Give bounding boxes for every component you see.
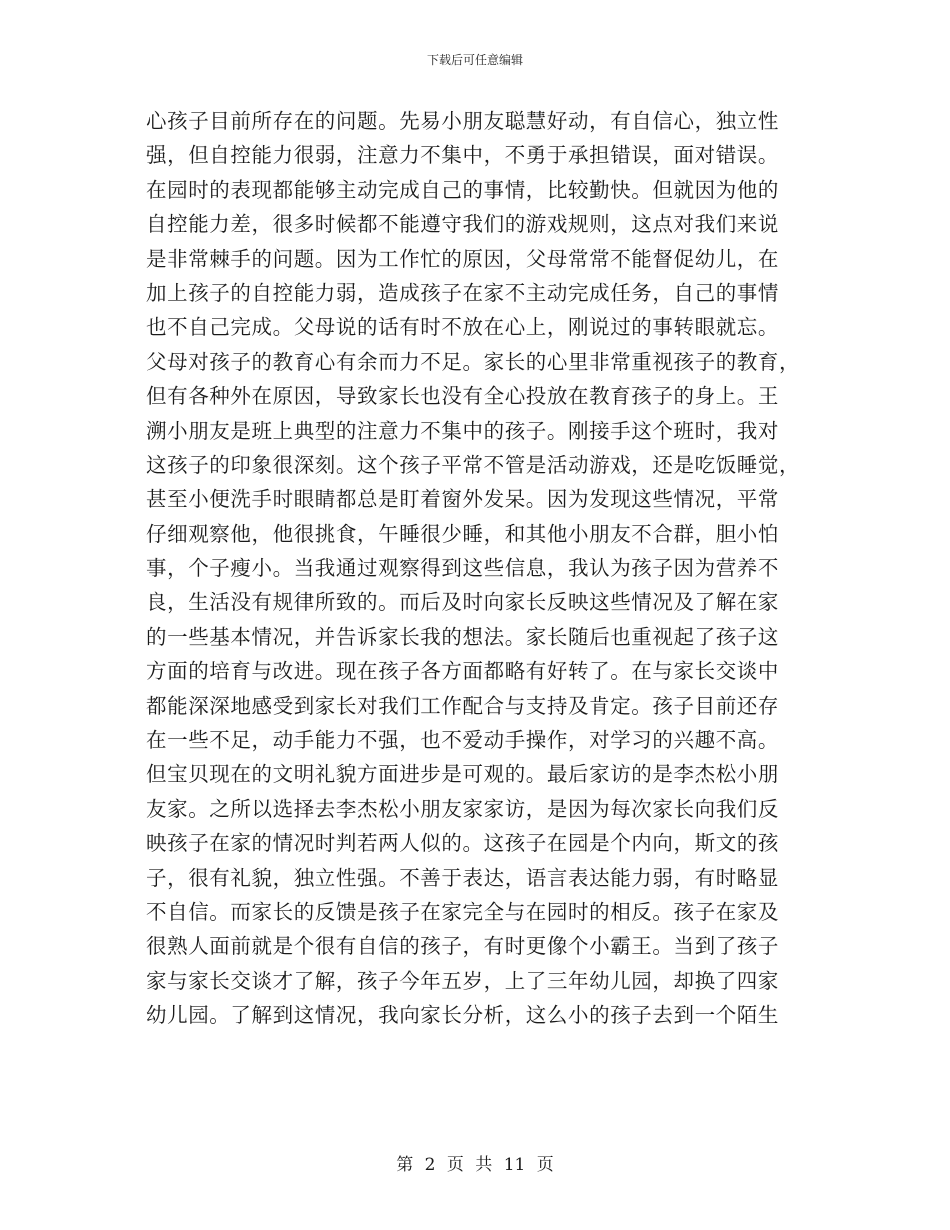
body-text-line: 方面的培育与改进。现在孩子各方面都略有好转了。在与家长交谈中 — [146, 659, 779, 684]
body-text-line: 事，个子瘦小。当我通过观察得到这些信息，我认为孩子因为营养不 — [146, 556, 779, 581]
body-text-line: 都能深深地感受到家长对我们工作配合与支持及肯定。孩子目前还存 — [146, 693, 779, 718]
body-text-line: 是非常棘手的问题。因为工作忙的原因，父母常常不能督促幼儿，在 — [146, 246, 779, 271]
body-text-line: 但有各种外在原因，导致家长也没有全心投放在教育孩子的身上。王 — [146, 384, 779, 409]
body-text-line: 溯小朋友是班上典型的注意力不集中的孩子。刚接手这个班时，我对 — [146, 418, 779, 443]
body-text-line: 在园时的表现都能够主动完成自己的事情，比较勤快。但就因为他的 — [146, 177, 779, 202]
body-text-line: 幼儿园。了解到这情况，我向家长分析，这么小的孩子去到一个陌生 — [146, 1003, 779, 1028]
body-text-line: 但宝贝现在的文明礼貌方面进步是可观的。最后家访的是李杰松小朋 — [146, 762, 779, 787]
body-text-line: 子，很有礼貌，独立性强。不善于表达，语言表达能力弱，有时略显 — [146, 865, 779, 890]
body-text-line: 父母对孩子的教育心有余而力不足。家长的心里非常重视孩子的教育， — [146, 349, 801, 374]
body-text-line: 很熟人面前就是个很有自信的孩子，有时更像个小霸王。当到了孩子 — [146, 934, 779, 959]
body-text-line: 仔细观察他，他很挑食，午睡很少睡，和其他小朋友不合群，胆小怕 — [146, 521, 779, 546]
body-text-line: 甚至小便洗手时眼睛都总是盯着窗外发呆。因为发现这些情况，平常 — [146, 487, 779, 512]
page-header: 下载后可任意编辑 — [426, 53, 523, 67]
document-body — [146, 104, 806, 1033]
body-text-line: 良，生活没有规律所致的。而后及时向家长反映这些情况及了解在家 — [146, 590, 779, 615]
body-text-line: 不自信。而家长的反馈是孩子在家完全与在园时的相反。孩子在家及 — [146, 899, 779, 924]
body-text-line: 家与家长交谈才了解，孩子今年五岁，上了三年幼儿园，却换了四家 — [146, 968, 779, 993]
body-text-line: 的一些基本情况，并告诉家长我的想法。家长随后也重视起了孩子这 — [146, 624, 779, 649]
body-text-line: 友家。之所以选择去李杰松小朋友家家访，是因为每次家长向我们反 — [146, 796, 779, 821]
body-text-line: 心孩子目前所存在的问题。先易小朋友聪慧好动，有自信心，独立性 — [146, 109, 779, 133]
body-text-line: 这孩子的印象很深刻。这个孩子平常不管是活动游戏，还是吃饭睡觉， — [146, 452, 801, 477]
page-number-footer: 第 2 页 共 11 页 — [396, 1155, 554, 1175]
body-text-line: 强，但自控能力很弱，注意力不集中，不勇于承担错误，面对错误。 — [146, 143, 779, 168]
body-text-line: 加上孩子的自控能力弱，造成孩子在家不主动完成任务，自己的事情 — [146, 280, 779, 305]
body-text-line: 在一些不足，动手能力不强，也不爱动手操作，对学习的兴趣不高。 — [146, 728, 779, 753]
body-text-line: 映孩子在家的情况时判若两人似的。这孩子在园是个内向，斯文的孩 — [146, 831, 779, 856]
body-text-line: 也不自己完成。父母说的话有时不放在心上，刚说过的事转眼就忘。 — [146, 315, 779, 340]
body-text-line: 自控能力差，很多时候都不能遵守我们的游戏规则，这点对我们来说 — [146, 212, 779, 237]
